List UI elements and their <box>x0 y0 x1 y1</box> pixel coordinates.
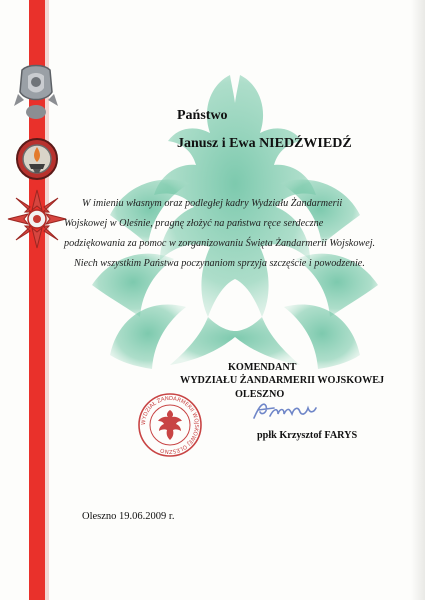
signature-title: KOMENDANT <box>228 362 297 373</box>
body-line: Wojskowej w Oleśnie, pragnę złożyć na państwa ręce serdeczne <box>64 218 324 229</box>
recipient-name: Janusz i Ewa NIEDŹWIEDŹ <box>177 136 352 151</box>
official-stamp <box>137 392 203 458</box>
letter-body <box>64 194 392 274</box>
body-line: Niech wszystkim Państwa poczynaniom sprzyja szczęście i powodzenie. <box>74 258 365 269</box>
signature-location: OLESZNO <box>235 389 285 400</box>
signer-name: ppłk Krzysztof FARYS <box>257 430 358 441</box>
stamp-text: WYDZIAŁ ŻANDARMERII WOJSKOWEJ OLESZNO <box>140 395 200 455</box>
flame-badge-icon <box>14 136 60 182</box>
body-line: W imieniu własnym oraz podległej kadry Wydziału Żandarmerii <box>82 198 343 209</box>
signature-unit: WYDZIAŁU ŻANDARMERII WOJSKOWEJ <box>180 375 385 386</box>
handwritten-signature <box>250 398 318 424</box>
recipient-title: Państwo <box>177 108 228 123</box>
page-edge-shadow <box>411 0 425 600</box>
cross-star-icon <box>6 188 68 250</box>
military-badge-icon <box>12 62 60 122</box>
date-line: Oleszno 19.06.2009 r. <box>82 511 175 522</box>
body-line: podziękowania za pomoc w zorganizowaniu Święta Żandarmerii Wojskowej. <box>64 238 376 249</box>
